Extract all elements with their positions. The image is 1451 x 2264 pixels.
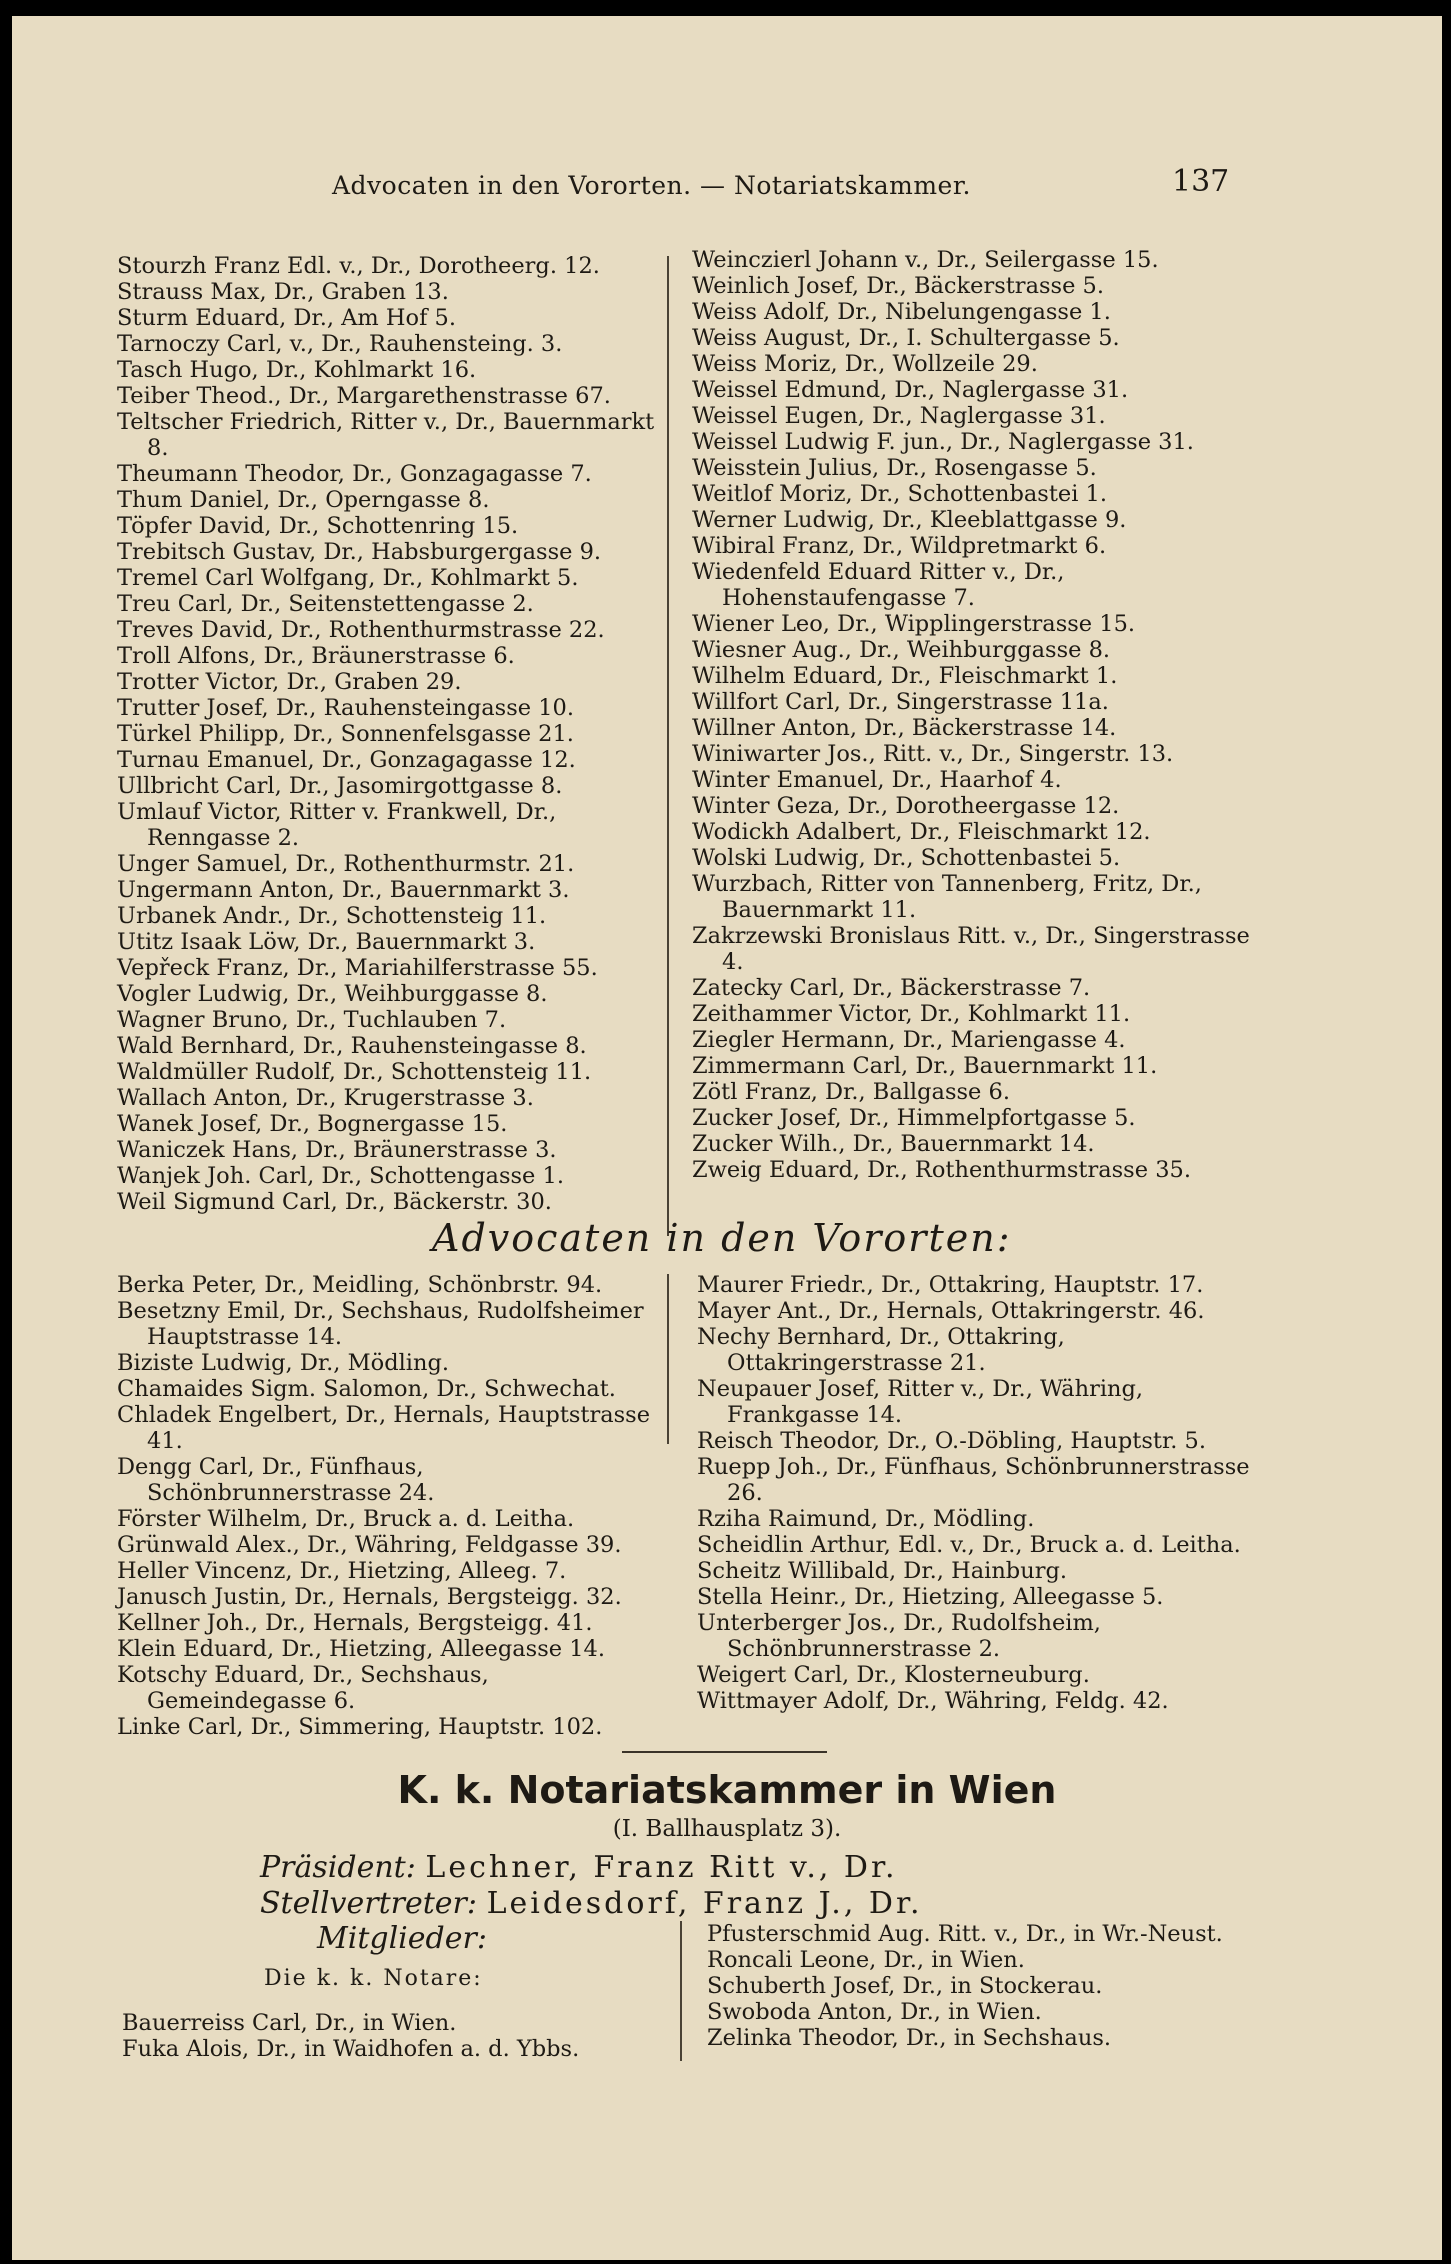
notare-right-column: [707, 1921, 1267, 2051]
directory-entry: Klein Eduard, Dr., Hietzing, Alleegasse 14.: [117, 1636, 605, 1662]
kammer-address: (I. Ballhausplatz 3).: [612, 1816, 842, 1842]
column-divider: [667, 1274, 669, 1444]
directory-entry: Troll Alfons, Dr., Bräunerstrasse 6.: [117, 643, 515, 669]
directory-entry: Waldmüller Rudolf, Dr., Schottensteig 11.: [117, 1059, 592, 1085]
directory-entry: Weissel Eugen, Dr., Naglergasse 31.: [692, 403, 1106, 429]
directory-entry: Weiss August, Dr., I. Schultergasse 5.: [692, 325, 1120, 351]
directory-entry: Förster Wilhelm, Dr., Bruck a. d. Leitha.: [117, 1506, 575, 1532]
directory-entry: Zelinka Theodor, Dr., in Sechshaus.: [707, 2025, 1112, 2051]
directory-entry: Zucker Josef, Dr., Himmelpfortgasse 5.: [692, 1105, 1136, 1131]
directory-entry: Chladek Engelbert, Dr., Hernals, Hauptstrasse 41.: [117, 1402, 651, 1454]
directory-entry: Roncali Leone, Dr., in Wien.: [707, 1947, 1025, 1973]
directory-entry: Weinczierl Johann v., Dr., Seilergasse 15.: [692, 247, 1159, 273]
directory-entry: Swoboda Anton, Dr., in Wien.: [707, 1999, 1042, 2025]
vororten-heading: Advocaten in den Vororten:: [432, 1216, 1012, 1260]
directory-entry: Trebitsch Gustav, Dr., Habsburgergasse 9.: [117, 539, 602, 565]
directory-entry: Wanek Josef, Dr., Bognergasse 15.: [117, 1111, 508, 1137]
directory-entry: Töpfer David, Dr., Schottenring 15.: [117, 513, 519, 539]
directory-entry: Nechy Bernhard, Dr., Ottakring, Ottakringerstrasse 21.: [697, 1324, 1065, 1376]
notare-left-column: [122, 2010, 682, 2062]
directory-entry: Willfort Carl, Dr., Singerstrasse 11a.: [692, 689, 1109, 715]
directory-entry: Winter Emanuel, Dr., Haarhof 4.: [692, 767, 1062, 793]
directory-entry: Weinlich Josef, Dr., Bäckerstrasse 5.: [692, 273, 1105, 299]
directory-entry: Weitlof Moriz, Dr., Schottenbastei 1.: [692, 481, 1108, 507]
directory-entry: Wodickh Adalbert, Dr., Fleischmarkt 12.: [692, 819, 1151, 845]
directory-entry: Theumann Theodor, Dr., Gonzagagasse 7.: [117, 461, 592, 487]
stellvertreter-label: Stellvertreter:: [260, 1886, 478, 1921]
directory-entry: Teltscher Friedrich, Ritter v., Dr., Bauernmarkt 8.: [117, 409, 655, 461]
directory-entry: Weil Sigmund Carl, Dr., Bäckerstr. 30.: [117, 1189, 552, 1215]
vororten-right-column: [697, 1272, 1257, 1714]
directory-entry: Zweig Eduard, Dr., Rothenthurmstrasse 35.: [692, 1157, 1191, 1183]
directory-entry: Zakrzewski Bronislaus Ritt. v., Dr., Singerstrasse 4.: [692, 923, 1250, 975]
directory-entry: Vogler Ludwig, Dr., Weihburggasse 8.: [117, 981, 548, 1007]
directory-entry: Ullbricht Carl, Dr., Jasomirgottgasse 8.: [117, 773, 563, 799]
directory-entry: Wittmayer Adolf, Dr., Währing, Feldg. 42.: [697, 1688, 1169, 1714]
directory-entry: Türkel Philipp, Dr., Sonnenfelsgasse 21.: [117, 721, 574, 747]
directory-entry: Fuka Alois, Dr., in Waidhofen a. d. Ybbs.: [122, 2036, 580, 2062]
directory-entry: Winter Geza, Dr., Dorotheergasse 12.: [692, 793, 1120, 819]
directory-entry: Weiss Moriz, Dr., Wollzeile 29.: [692, 351, 1038, 377]
directory-entry: Wagner Bruno, Dr., Tuchlauben 7.: [117, 1007, 507, 1033]
directory-entry: Wald Bernhard, Dr., Rauhensteingasse 8.: [117, 1033, 587, 1059]
directory-entry: Maurer Friedr., Dr., Ottakring, Hauptstr. 17.: [697, 1272, 1204, 1298]
directory-entry: Schuberth Josef, Dr., in Stockerau.: [707, 1973, 1103, 1999]
section-rule: [622, 1751, 827, 1753]
kammer-title: K. k. Notariatskammer in Wien: [397, 1768, 1057, 1812]
directory-entry: Ungermann Anton, Dr., Bauernmarkt 3.: [117, 877, 570, 903]
column-divider: [680, 1921, 682, 2061]
directory-entry: Urbanek Andr., Dr., Schottensteig 11.: [117, 903, 547, 929]
directory-entry: Wiedenfeld Eduard Ritter v., Dr., Hohenstaufengasse 7.: [692, 559, 1065, 611]
directory-entry: Utitz Isaak Löw, Dr., Bauernmarkt 3.: [117, 929, 536, 955]
directory-entry: Kellner Joh., Dr., Hernals, Bergsteigg. 41.: [117, 1610, 593, 1636]
directory-entry: Weissel Edmund, Dr., Naglergasse 31.: [692, 377, 1129, 403]
directory-entry: Willner Anton, Dr., Bäckerstrasse 14.: [692, 715, 1117, 741]
directory-entry: Umlauf Victor, Ritter v. Frankwell, Dr., Renngasse 2.: [117, 799, 557, 851]
directory-entry: Teiber Theod., Dr., Margarethenstrasse 67.: [117, 383, 611, 409]
directory-entry: Sturm Eduard, Dr., Am Hof 5.: [117, 305, 457, 331]
directory-entry: Rziha Raimund, Dr., Mödling.: [697, 1506, 1035, 1532]
directory-entry: Kotschy Eduard, Dr., Sechshaus, Gemeindegasse 6.: [117, 1662, 489, 1714]
directory-entry: Stella Heinr., Dr., Hietzing, Alleegasse 5.: [697, 1584, 1164, 1610]
directory-entry: Unterberger Jos., Dr., Rudolfsheim, Schönbrunnerstrasse 2.: [697, 1610, 1101, 1662]
directory-entry: Trotter Victor, Dr., Graben 29.: [117, 669, 462, 695]
directory-entry: Weigert Carl, Dr., Klosterneuburg.: [697, 1662, 1090, 1688]
directory-entry: Treves David, Dr., Rothenthurmstrasse 22.: [117, 617, 605, 643]
directory-entry: Tremel Carl Wolfgang, Dr., Kohlmarkt 5.: [117, 565, 579, 591]
directory-entry: Zötl Franz, Dr., Ballgasse 6.: [692, 1079, 1010, 1105]
directory-entry: Thum Daniel, Dr., Operngasse 8.: [117, 487, 490, 513]
directory-entry: Wiener Leo, Dr., Wipplingerstrasse 15.: [692, 611, 1136, 637]
directory-entry: Heller Vincenz, Dr., Hietzing, Alleeg. 7.: [117, 1558, 567, 1584]
directory-entry: Biziste Ludwig, Dr., Mödling.: [117, 1350, 450, 1376]
directory-entry: Treu Carl, Dr., Seitenstettengasse 2.: [117, 591, 534, 617]
directory-entry: Wilhelm Eduard, Dr., Fleischmarkt 1.: [692, 663, 1118, 689]
directory-page: [12, 16, 1442, 2260]
directory-entry: Grünwald Alex., Dr., Währing, Feldgasse 39.: [117, 1532, 622, 1558]
directory-entry: Zatecky Carl, Dr., Bäckerstrasse 7.: [692, 975, 1091, 1001]
page-number: 137: [1172, 164, 1230, 199]
directory-entry: Janusch Justin, Dr., Hernals, Bergsteigg. 32.: [117, 1584, 622, 1610]
directory-entry: Stourzh Franz Edl. v., Dr., Dorotheerg. 12.: [117, 253, 600, 279]
directory-entry: Wiesner Aug., Dr., Weihburggasse 8.: [692, 637, 1111, 663]
directory-entry: Bauerreiss Carl, Dr., in Wien.: [122, 2010, 457, 2036]
directory-entry: Besetzny Emil, Dr., Sechshaus, Rudolfsheimer Hauptstrasse 14.: [117, 1298, 644, 1350]
column-divider: [667, 256, 669, 1236]
directory-entry: Turnau Emanuel, Dr., Gonzagagasse 12.: [117, 747, 576, 773]
mitglieder-label: Mitglieder:: [317, 1921, 487, 1956]
directory-entry: Werner Ludwig, Dr., Kleeblattgasse 9.: [692, 507, 1127, 533]
directory-entry: Wallach Anton, Dr., Krugerstrasse 3.: [117, 1085, 534, 1111]
directory-entry: Tasch Hugo, Dr., Kohlmarkt 16.: [117, 357, 477, 383]
directory-entry: Trutter Josef, Dr., Rauhensteingasse 10.: [117, 695, 575, 721]
directory-entry: Neupauer Josef, Ritter v., Dr., Währing, Frankgasse 14.: [697, 1376, 1144, 1428]
notare-label: Die k. k. Notare:: [264, 1966, 483, 1991]
praesident-line: [260, 1850, 898, 1885]
directory-entry: Wurzbach, Ritter von Tannenberg, Fritz, Dr., Bauernmarkt 11.: [692, 871, 1202, 923]
directory-entry: Reisch Theodor, Dr., O.-Döbling, Hauptstr. 5.: [697, 1428, 1206, 1454]
directory-entry: Dengg Carl, Dr., Fünfhaus, Schönbrunnerstrasse 24.: [117, 1454, 435, 1506]
praesident-name: Lechner, Franz Ritt v., Dr.: [425, 1850, 898, 1885]
directory-entry: Ziegler Hermann, Dr., Mariengasse 4.: [692, 1027, 1126, 1053]
wien-right-column: [692, 247, 1252, 1183]
directory-entry: Tarnoczy Carl, v., Dr., Rauhensteing. 3.: [117, 331, 563, 357]
directory-entry: Zeithammer Victor, Dr., Kohlmarkt 11.: [692, 1001, 1131, 1027]
running-head: Advocaten in den Vororten. — Notariatskammer.: [332, 171, 971, 200]
directory-entry: Pfusterschmid Aug. Ritt. v., Dr., in Wr.-Neust.: [707, 1921, 1223, 1947]
stellvertreter-line: [260, 1886, 923, 1921]
directory-entry: Scheitz Willibald, Dr., Hainburg.: [697, 1558, 1068, 1584]
directory-entry: Wanjek Joh. Carl, Dr., Schottengasse 1.: [117, 1163, 564, 1189]
directory-entry: Chamaides Sigm. Salomon, Dr., Schwechat.: [117, 1376, 616, 1402]
directory-entry: Weisstein Julius, Dr., Rosengasse 5.: [692, 455, 1097, 481]
directory-entry: Ruepp Joh., Dr., Fünfhaus, Schönbrunnerstrasse 26.: [697, 1454, 1250, 1506]
directory-entry: Berka Peter, Dr., Meidling, Schönbrstr. 94.: [117, 1272, 603, 1298]
directory-entry: Waniczek Hans, Dr., Bräunerstrasse 3.: [117, 1137, 557, 1163]
directory-entry: Unger Samuel, Dr., Rothenthurmstr. 21.: [117, 851, 575, 877]
stellvertreter-name: Leidesdorf, Franz J., Dr.: [486, 1886, 923, 1921]
directory-entry: Vepřeck Franz, Dr., Mariahilferstrasse 55.: [117, 955, 598, 981]
directory-entry: Weissel Ludwig F. jun., Dr., Naglergasse 31.: [692, 429, 1194, 455]
directory-entry: Zucker Wilh., Dr., Bauernmarkt 14.: [692, 1131, 1095, 1157]
directory-entry: Weiss Adolf, Dr., Nibelungengasse 1.: [692, 299, 1111, 325]
vororten-left-column: [117, 1272, 672, 1740]
directory-entry: Mayer Ant., Dr., Hernals, Ottakringerstr. 46.: [697, 1298, 1205, 1324]
directory-entry: Linke Carl, Dr., Simmering, Hauptstr. 102.: [117, 1714, 603, 1740]
directory-entry: Scheidlin Arthur, Edl. v., Dr., Bruck a. d. Leitha.: [697, 1532, 1241, 1558]
directory-entry: Zimmermann Carl, Dr., Bauernmarkt 11.: [692, 1053, 1158, 1079]
directory-entry: Winiwarter Jos., Ritt. v., Dr., Singerstr. 13.: [692, 741, 1174, 767]
directory-entry: Strauss Max, Dr., Graben 13.: [117, 279, 449, 305]
wien-left-column: [117, 253, 672, 1215]
praesident-label: Präsident:: [260, 1850, 416, 1885]
directory-entry: Wibiral Franz, Dr., Wildpretmarkt 6.: [692, 533, 1107, 559]
directory-entry: Wolski Ludwig, Dr., Schottenbastei 5.: [692, 845, 1121, 871]
